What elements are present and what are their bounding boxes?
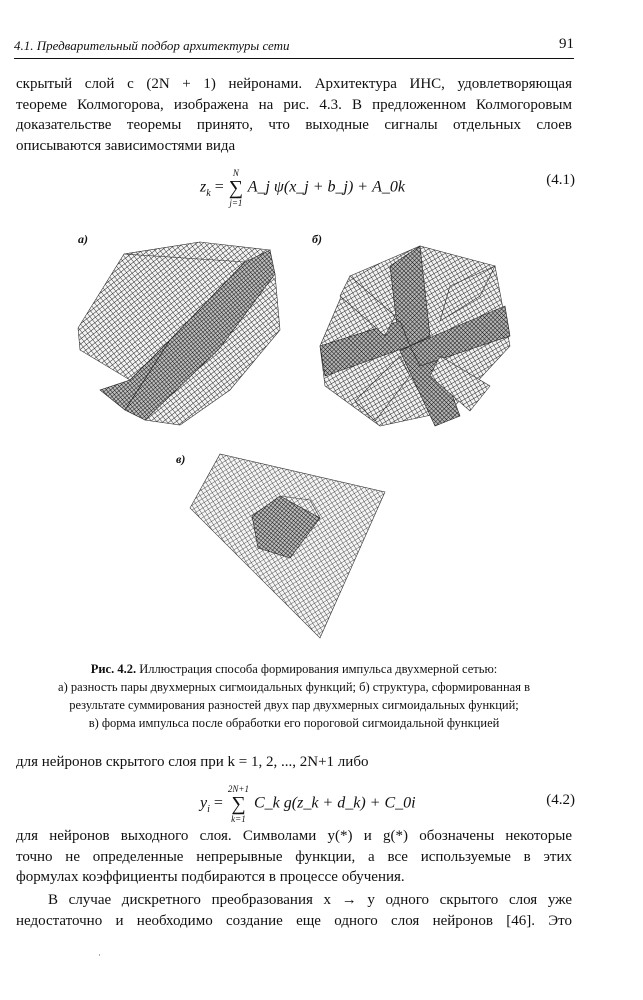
equation-number: (4.1) xyxy=(546,172,575,188)
text-line: описываются зависимостями вида xyxy=(16,137,236,154)
paragraph-1 xyxy=(16,74,572,156)
figure-label-a: а) xyxy=(78,232,88,246)
caption-line: в) форма импульса после обработки его пороговой сигмоидальной функцией xyxy=(88,716,500,730)
figure-caption xyxy=(14,660,574,732)
sum-lower-limit: k=1 xyxy=(231,814,246,824)
caption-line: Иллюстрация способа формирования импульса двухмерной сетью: xyxy=(139,662,498,676)
equation-body: $z_k$ = N ∑ j=1 A_j ψ(x_j + b_j) + A_0k xyxy=(200,168,405,208)
surface-plot-v xyxy=(170,448,410,648)
equation-number: (4.2) xyxy=(546,792,575,808)
paragraph-4 xyxy=(16,890,572,931)
text-line: доказательстве теоремы принято, что выходные сигналы отдельных слоев xyxy=(16,117,572,133)
paragraph-3 xyxy=(16,826,572,888)
summation-sign: N ∑ j=1 xyxy=(228,168,243,208)
eq-rhs: A_j ψ(x_j + b_j) + A_0k xyxy=(247,178,405,196)
page-number: 91 xyxy=(559,36,574,52)
surface-plot-a xyxy=(70,220,290,440)
text-line: точно не определенные непрерывные функции, а все используемые в этих xyxy=(16,848,572,865)
paragraph-2 xyxy=(16,752,572,773)
eq-lhs-sub: k xyxy=(206,187,211,199)
eq-lhs: y xyxy=(200,794,208,812)
eq-rhs: C_k g(z_k + d_k) + C_0i xyxy=(254,794,416,812)
caption-line: результате суммирования разностей двух пар двухмерных сигмоидальных функций; xyxy=(69,698,519,712)
caption-title: Рис. 4.2. xyxy=(90,662,137,676)
running-title: 4.1. Предварительный подбор архитектуры сети xyxy=(14,38,290,53)
eq-lhs-sub: i xyxy=(207,803,210,815)
equation-4-1 xyxy=(0,160,643,210)
equation-4-2 xyxy=(0,778,643,828)
figure-label-b: б) xyxy=(312,232,322,246)
text-line: для нейронов скрытого слоя при k = 1, 2, ..., 2N+1 либо xyxy=(16,754,369,770)
sum-upper-limit: N xyxy=(232,168,239,178)
text-line: теореме Колмогорова, изображена на рис. 4.3. В предложенном Колмогоровым xyxy=(16,96,572,113)
text-line: недостаточно и необходимо создание еще одного слоя нейронов [46]. Это xyxy=(16,912,572,929)
text-line: для нейронов выходного слоя. Символами y(*) и g(*) обозначены некоторые xyxy=(16,828,572,844)
equation-body: $y_i$ = 2N+1 ∑ k=1 C_k g(z_k + d_k) + C_0i xyxy=(200,784,416,824)
eq-lhs: z xyxy=(200,178,207,196)
sum-upper-limit: 2N+1 xyxy=(227,784,249,794)
text-line: формулах коэффициенты подбираются в процессе обучения. xyxy=(16,869,405,885)
text-line: скрытый слой с (2N + 1) нейронами. Архитектура ИНС, удовлетворяющая xyxy=(16,76,572,92)
scan-speck: · xyxy=(98,950,101,960)
sum-lower-limit: j=1 xyxy=(229,198,243,208)
figure-label-v: в) xyxy=(176,452,186,466)
summation-sign: 2N+1 ∑ k=1 xyxy=(227,784,249,824)
surface-plot-b xyxy=(300,226,530,436)
text-line: В случае дискретного преобразования x → y одного скрытого слоя уже xyxy=(48,892,572,908)
caption-line: а) разность пары двухмерных сигмоидальных функций; б) структура, сформированная в xyxy=(58,680,530,694)
running-header xyxy=(14,36,574,59)
